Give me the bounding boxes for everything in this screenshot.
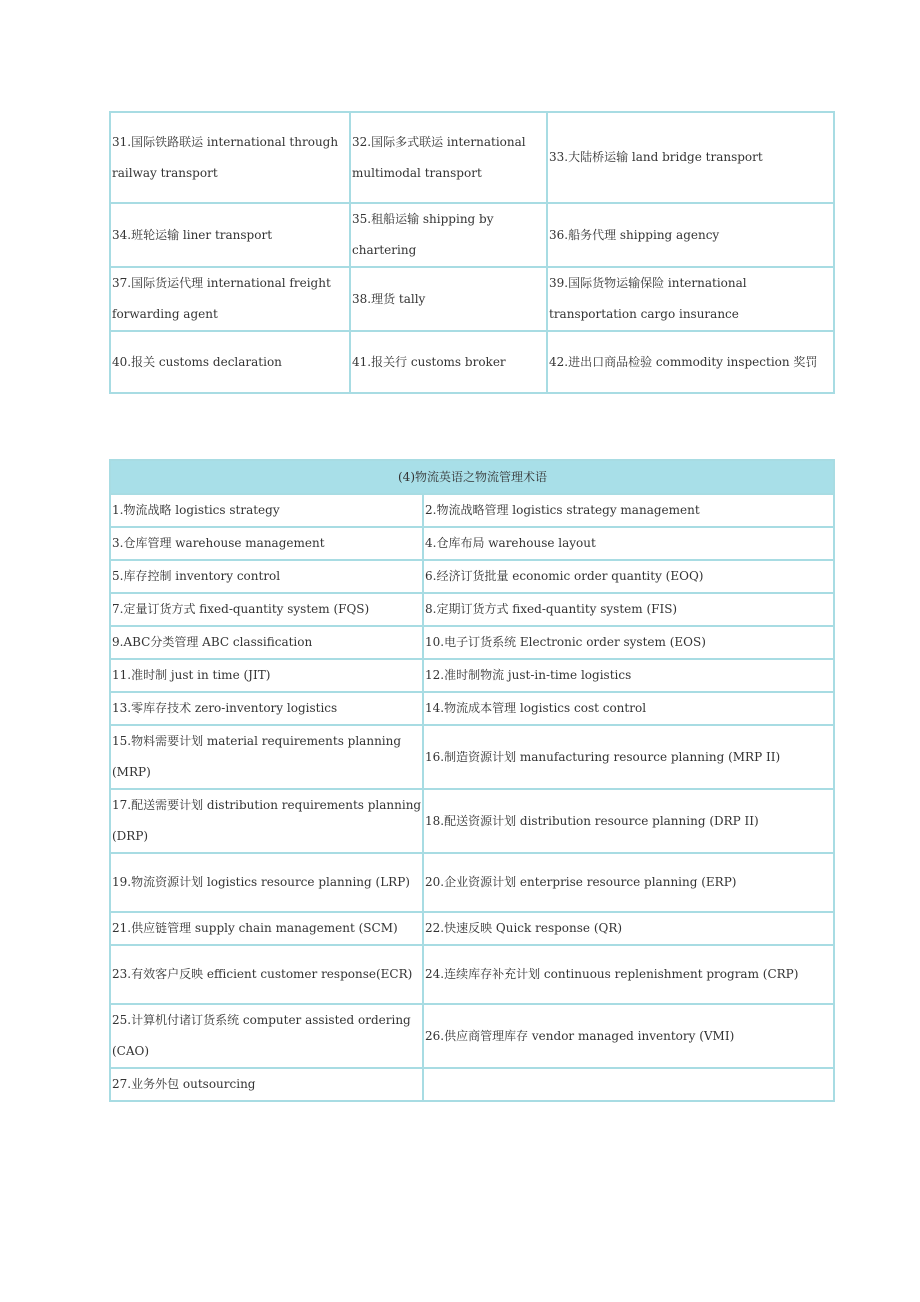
- table-cell: 6.经济订货批量 economic order quantity (EOQ): [423, 560, 834, 593]
- table-row: [110, 267, 834, 331]
- table-row: [110, 112, 834, 203]
- table-cell: 27.业务外包 outsourcing: [110, 1068, 423, 1101]
- table-cell: 31.国际铁路联运 international through railway transport: [110, 112, 350, 203]
- table-cell: 8.定期订货方式 fixed-quantity system (FIS): [423, 593, 834, 626]
- table-cell: 10.电子订货系统 Electronic order system (EOS): [423, 626, 834, 659]
- table-cell: 18.配送资源计划 distribution resource planning (DRP II): [423, 789, 834, 853]
- table-row: [110, 1004, 834, 1068]
- table-cell: 36.船务代理 shipping agency: [547, 203, 834, 267]
- table-row: [110, 593, 834, 626]
- table-cell: 41.报关行 customs broker: [350, 331, 547, 393]
- table-cell: 16.制造资源计划 manufacturing resource planning (MRP II): [423, 725, 834, 789]
- table-cell: 20.企业资源计划 enterprise resource planning (ERP): [423, 853, 834, 912]
- table-cell: 35.租船运输 shipping by chartering: [350, 203, 547, 267]
- table-row: [110, 945, 834, 1004]
- table-row: [110, 527, 834, 560]
- table-cell: 7.定量订货方式 fixed-quantity system (FQS): [110, 593, 423, 626]
- table-cell: 9.ABC分类管理 ABC classification: [110, 626, 423, 659]
- table-row: [110, 789, 834, 853]
- table-row: [110, 203, 834, 267]
- table-cell: 23.有效客户反映 efficient customer response(ECR): [110, 945, 423, 1004]
- table-cell: 15.物料需要计划 material requirements planning (MRP): [110, 725, 423, 789]
- table-cell: 33.大陆桥运输 land bridge transport: [547, 112, 834, 203]
- table-cell: 37.国际货运代理 international freight forwarding agent: [110, 267, 350, 331]
- table-cell: 12.准时制物流 just-in-time logistics: [423, 659, 834, 692]
- logistics-management-terms-table: [109, 459, 835, 1102]
- table-row: [110, 494, 834, 527]
- table-cell: 34.班轮运输 liner transport: [110, 203, 350, 267]
- table-row: [110, 331, 834, 393]
- table-cell: 22.快速反映 Quick response (QR): [423, 912, 834, 945]
- table-cell: 24.连续库存补充计划 continuous replenishment program (CRP): [423, 945, 834, 1004]
- table-row: [110, 626, 834, 659]
- table-cell: 4.仓库布局 warehouse layout: [423, 527, 834, 560]
- transport-terms-table: [109, 111, 835, 394]
- table-cell: 13.零库存技术 zero-inventory logistics: [110, 692, 423, 725]
- table-cell: 42.进出口商品检验 commodity inspection 奖罚: [547, 331, 834, 393]
- table-cell: 14.物流成本管理 logistics cost control: [423, 692, 834, 725]
- table-cell: 1.物流战略 logistics strategy: [110, 494, 423, 527]
- table-row: [110, 725, 834, 789]
- table-row: [110, 692, 834, 725]
- table-cell: 25.计算机付诸订货系统 computer assisted ordering (CAO): [110, 1004, 423, 1068]
- table-cell: 3.仓库管理 warehouse management: [110, 527, 423, 560]
- table-cell: 11.准时制 just in time (JIT): [110, 659, 423, 692]
- table-cell: 2.物流战略管理 logistics strategy management: [423, 494, 834, 527]
- table-row: [110, 659, 834, 692]
- table-cell: [423, 1068, 834, 1101]
- table-title: (4)物流英语之物流管理术语: [110, 460, 834, 494]
- table-cell: 39.国际货物运输保险 international transportation cargo insurance: [547, 267, 834, 331]
- table-cell: 17.配送需要计划 distribution requirements planning (DRP): [110, 789, 423, 853]
- table-header-row: [110, 460, 834, 494]
- table-cell: 21.供应链管理 supply chain management (SCM): [110, 912, 423, 945]
- table-cell: 5.库存控制 inventory control: [110, 560, 423, 593]
- table-cell: 32.国际多式联运 international multimodal transport: [350, 112, 547, 203]
- table-row: [110, 912, 834, 945]
- table-cell: 40.报关 customs declaration: [110, 331, 350, 393]
- table-row: [110, 560, 834, 593]
- table-cell: 19.物流资源计划 logistics resource planning (LRP): [110, 853, 423, 912]
- table-cell: 26.供应商管理库存 vendor managed inventory (VMI): [423, 1004, 834, 1068]
- table-row: [110, 853, 834, 912]
- table-row: [110, 1068, 834, 1101]
- table-cell: 38.理货 tally: [350, 267, 547, 331]
